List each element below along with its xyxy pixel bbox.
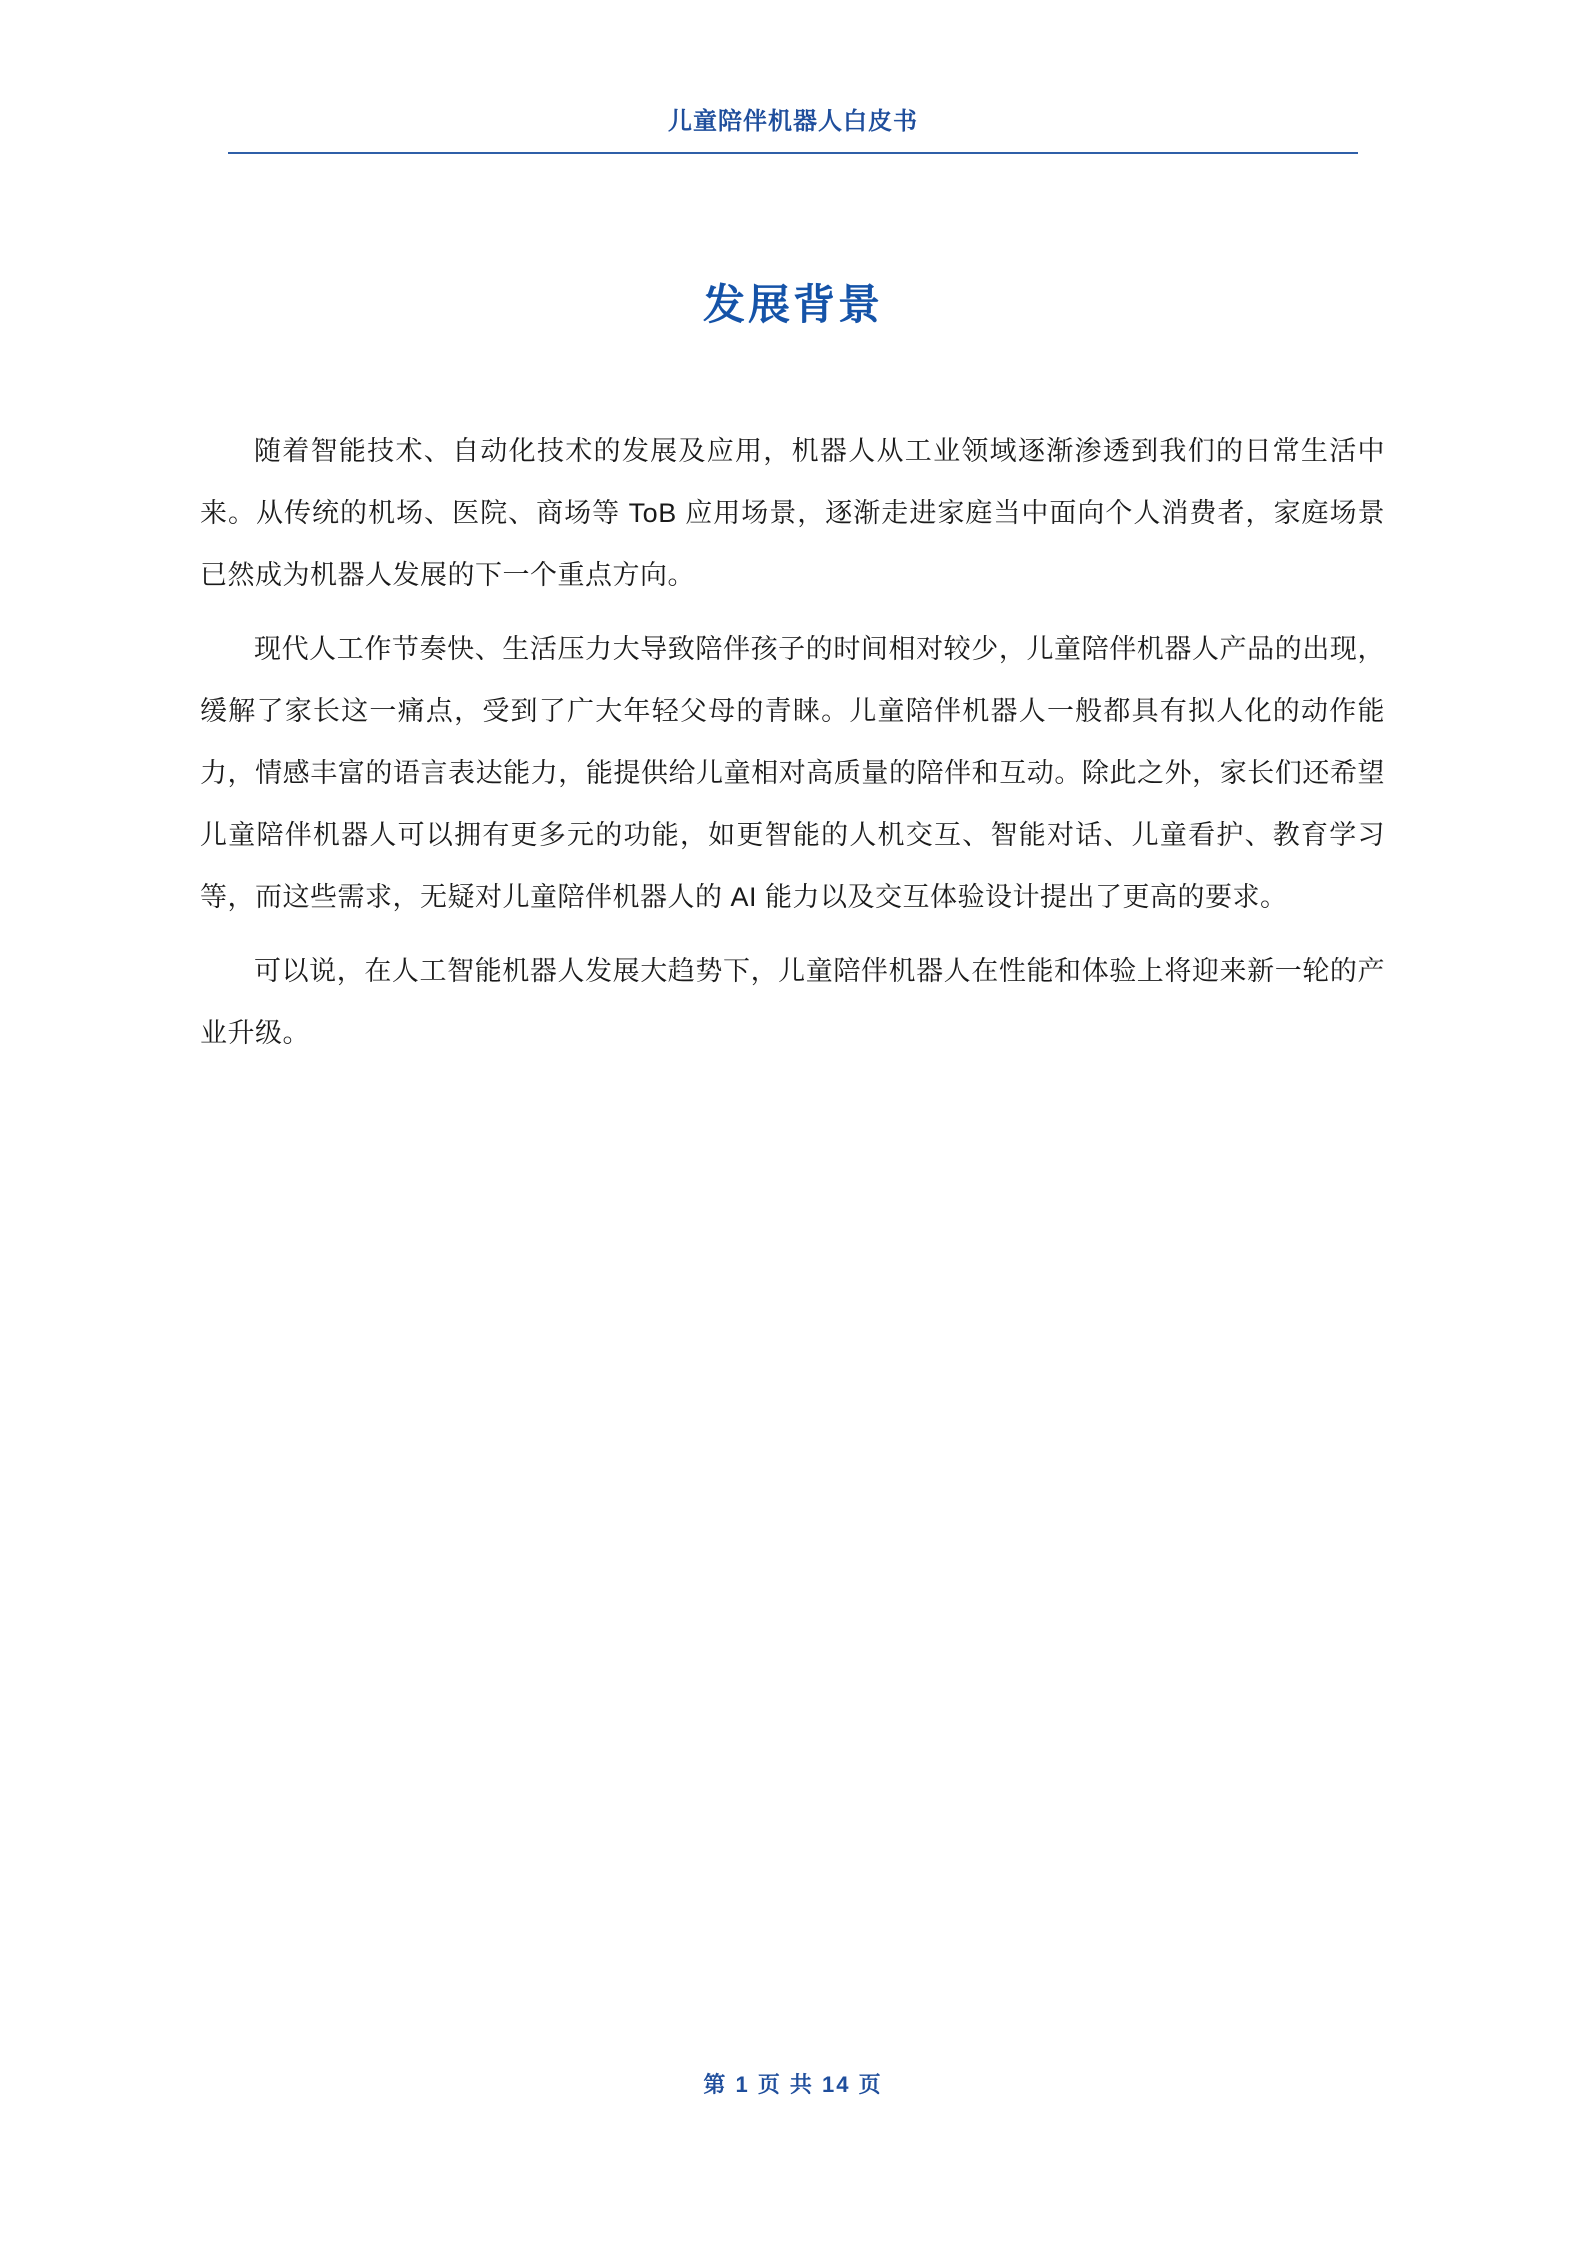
page-title: 发展背景 (702, 281, 883, 328)
running-header (228, 108, 1358, 137)
header-title: 儿童陪伴机器人白皮书 (668, 108, 918, 135)
paragraph: 可以说，在人工智能机器人发展大趋势下，儿童陪伴机器人在性能和体验上将迎来新一轮的产业升级。 (200, 956, 1385, 1048)
page-number: 第 1 页 共 14 页 (703, 2072, 883, 2097)
header-divider (228, 152, 1358, 154)
body-content (200, 420, 1385, 1076)
paragraph: 现代人工作节奏快、生活压力大导致陪伴孩子的时间相对较少，儿童陪伴机器人产品的出现，缓解了家长这一痛点，受到了广大年轻父母的青睐。儿童陪伴机器人一般都具有拟人化的动作能力，情感丰富的语言表达能力，能提供给儿童相对高质量的陪伴和互动。除此之外，家长们还希望儿童陪伴机器人可以拥有更多元的功能，如更智能的人机交互、智能对话、儿童看护、教育学习等，而这些需求，无疑对儿童陪伴机器人的 AI 能力以及交互体验设计提出了更高的要求。 (200, 634, 1385, 912)
page-footer (228, 2068, 1358, 2099)
paragraph: 随着智能技术、自动化技术的发展及应用，机器人从工业领域逐渐渗透到我们的日常生活中来。从传统的机场、医院、商场等 ToB 应用场景，逐渐走进家庭当中面向个人消费者，家庭场景已然成为机器人发展的下一个重点方向。 (200, 436, 1385, 590)
